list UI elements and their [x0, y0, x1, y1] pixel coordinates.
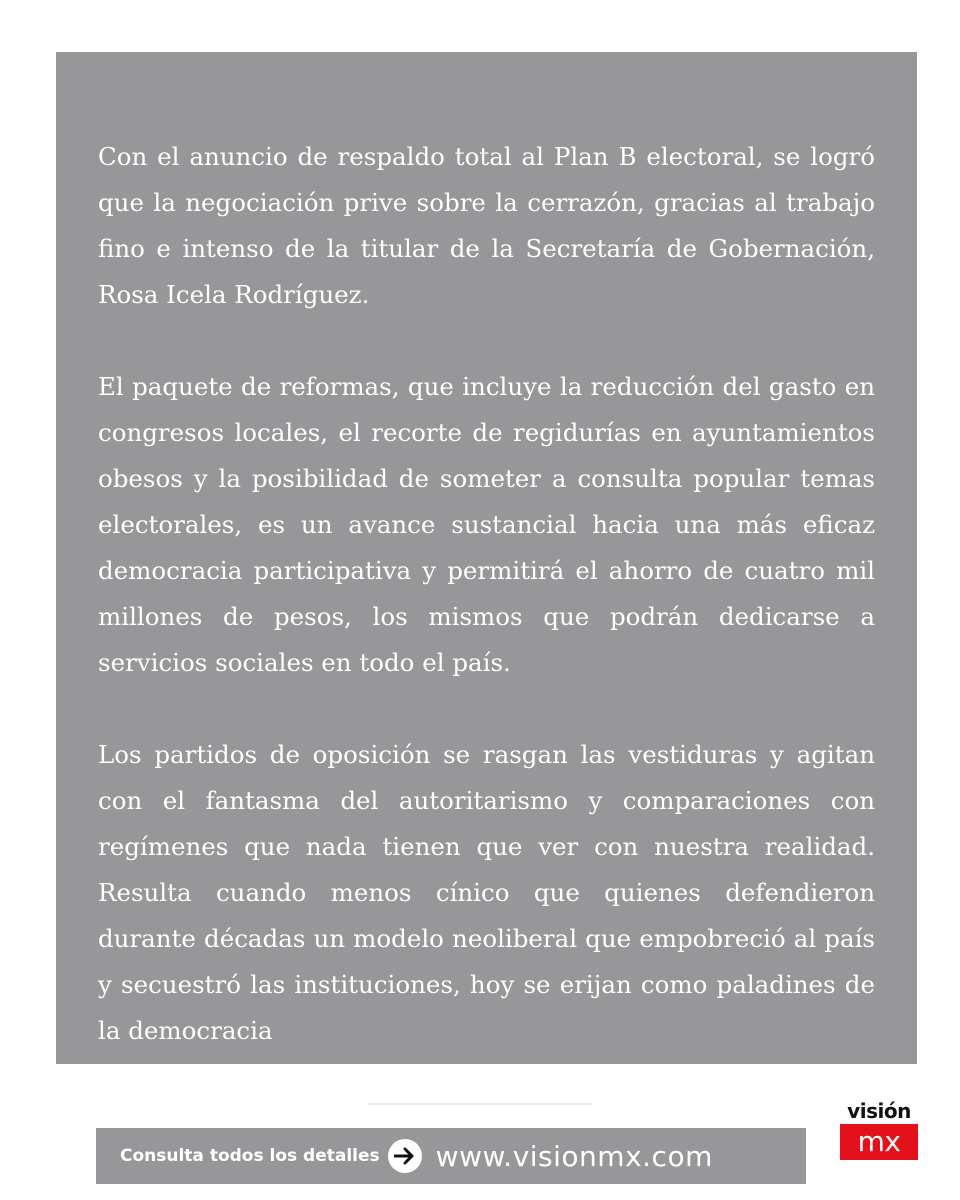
- cta-banner[interactable]: [96, 1128, 806, 1184]
- website-link[interactable]: www.visionmx.com: [435, 1139, 713, 1173]
- logo-text-vision: visión: [847, 1099, 911, 1123]
- logo-text-mx: mx: [840, 1124, 918, 1160]
- visionmx-logo: [838, 1098, 920, 1164]
- article-text-panel: [56, 52, 917, 1064]
- article-paragraph-3: Los partidos de oposición se rasgan las vestiduras y agitan con el fantasma del autoritarismo y comparaciones con regímenes que nada tienen que ver con nuestra realidad. Resulta cuando menos cínico que quienes defendieron durante décadas un modelo neoliberal que empobreció al país y secuestró las instituciones, hoy se erijan como paladines de la democracia: [98, 740, 875, 1045]
- divider-line: [368, 1103, 592, 1105]
- article-paragraph-1: Con el anuncio de respaldo total al Plan B electoral, se logró que la negociación prive sobre la cerrazón, gracias al trabajo fino e intenso de la titular de la Secretaría de Gobernación, Rosa Icela Rodríguez.: [98, 142, 875, 309]
- cta-label: Consulta todos los detalles: [120, 1146, 380, 1166]
- arrow-right-icon: [388, 1139, 422, 1173]
- article-paragraph-2: El paquete de reformas, que incluye la reducción del gasto en congresos locales, el recorte de regidurías en ayuntamientos obesos y la posibilidad de someter a consulta popular temas electorales, es un avance sustancial hacia una más eficaz democracia participativa y permitirá el ahorro de cuatro mil millones de pesos, los mismos que podrán dedicarse a servicios sociales en todo el país.: [98, 372, 875, 677]
